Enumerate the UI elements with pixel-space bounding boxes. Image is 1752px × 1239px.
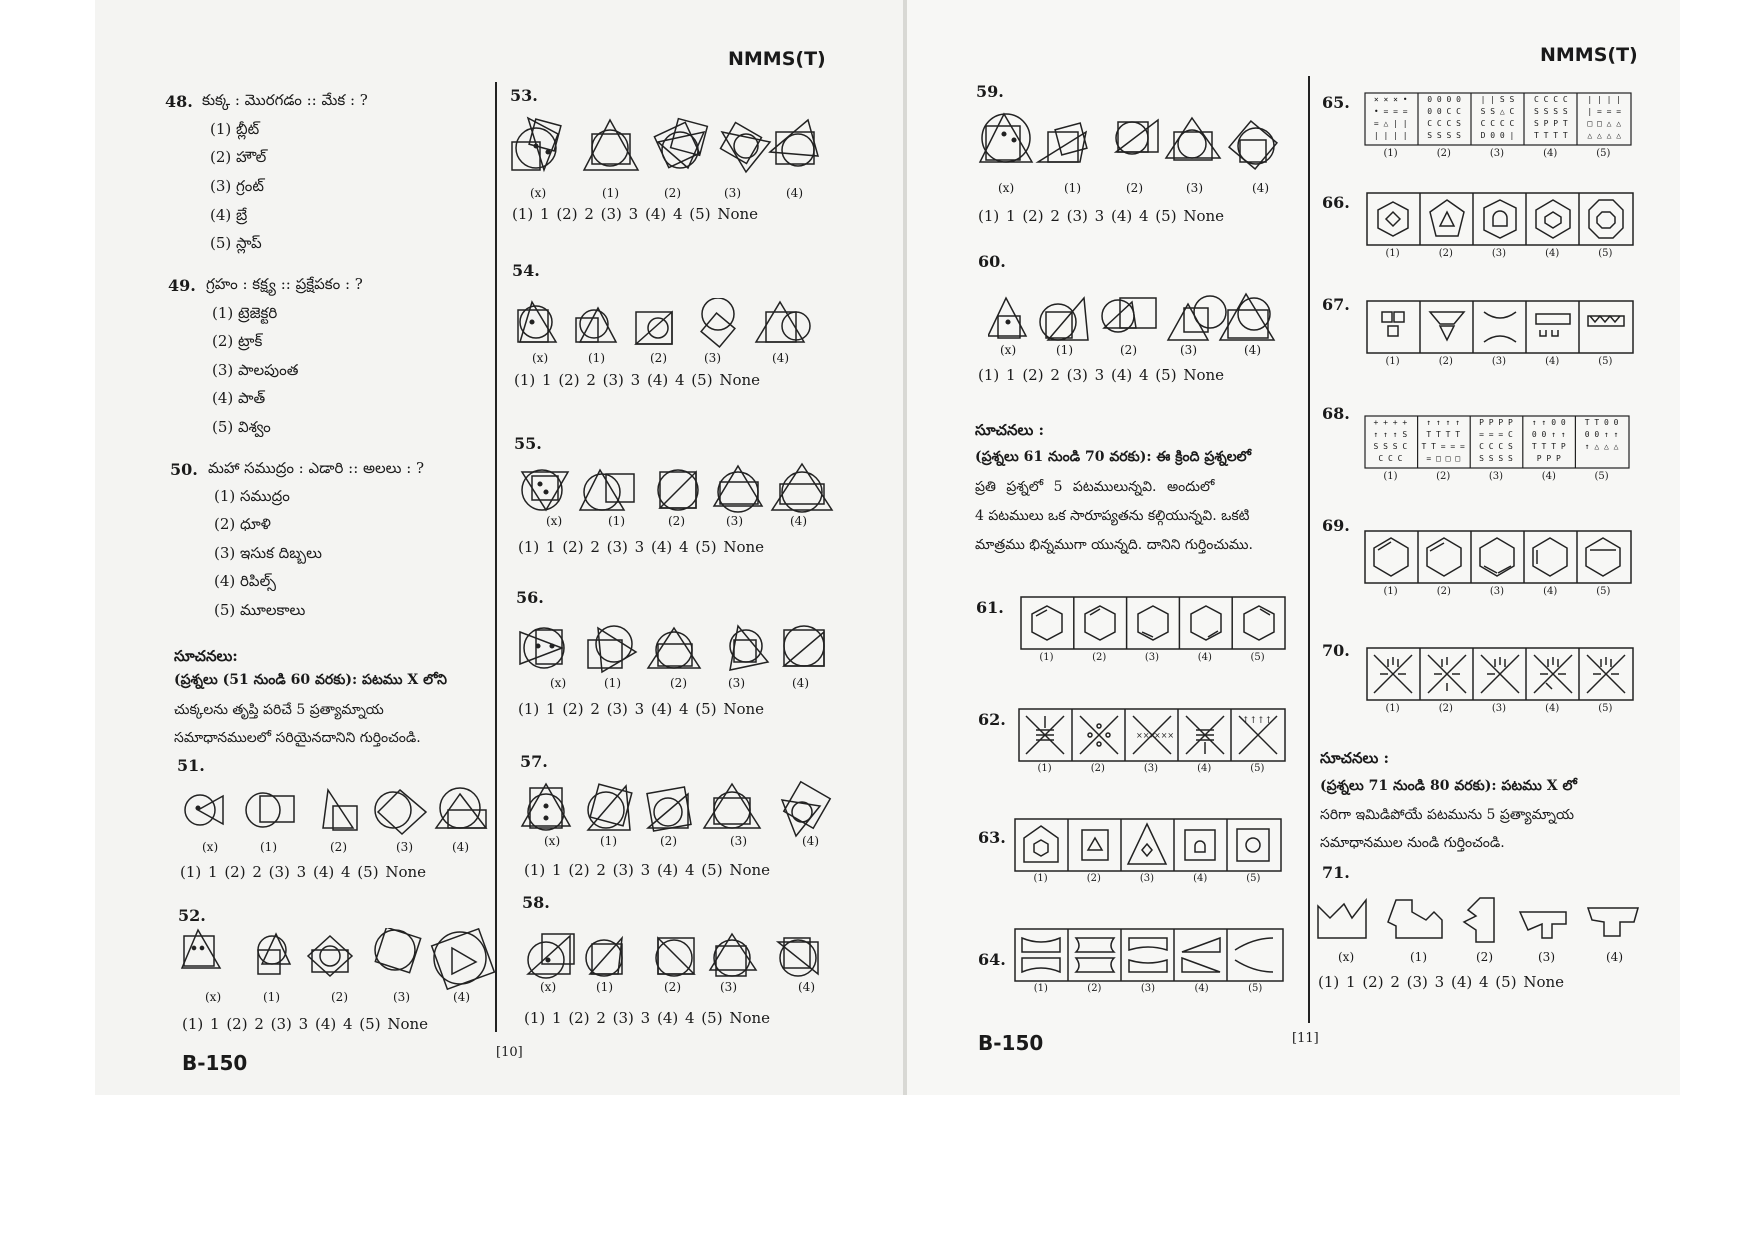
answer-options: (1) 1 (2) 2 (3) 3 (4) 4 (5) None	[524, 1009, 771, 1027]
q52-figures	[180, 928, 500, 996]
right-column-rule	[1308, 76, 1310, 1023]
q51-figures	[178, 782, 498, 842]
option: (1) బ్లీట్	[210, 120, 260, 138]
instructions-line: సమాధానముల నుండి గుర్తించండి.	[1320, 835, 1505, 851]
q66-figures	[1366, 192, 1634, 246]
answer-options: (1) 1 (2) 2 (3) 3 (4) 4 (5) None	[514, 371, 761, 389]
q68-cell-text: + + + + ↑ ↑ ↑ S S S S C C C C ↑ ↑ ↑ ↑ T T T T T T = = = = □ □ □ P P P P = = = C C C C S S S S S ↑ ↑ 0 0 0 0 ↑ ↑ T T T P P P P T T 0 0 0 0 ↑ ↑ ↑ △ △ △	[1373, 418, 1619, 463]
question-text: కుక్క : మొరగడం :: మేక : ?	[202, 91, 368, 109]
page-gutter	[903, 0, 907, 1095]
q71-figures	[1316, 896, 1642, 946]
question-number: 71.	[1322, 863, 1350, 882]
question-text: గ్రహం : కక్ష్య :: ప్రక్షేపకం : ?	[206, 275, 363, 293]
question-number: 63.	[978, 828, 1006, 847]
right-page-code: B-150	[978, 1031, 1044, 1055]
question-number: 48.	[165, 92, 193, 111]
option: (1) సముద్రం	[214, 487, 290, 505]
instructions-line: (ప్రశ్నలు 61 నుండి 70 వరకు): ఈ క్రింది ప్రశ్నలలో	[975, 449, 1252, 465]
option: (5) స్లాప్	[210, 234, 262, 252]
question-number: 64.	[978, 950, 1006, 969]
answer-options: (1) 1 (2) 2 (3) 3 (4) 4 (5) None	[978, 366, 1225, 384]
question-number: 49.	[168, 276, 196, 295]
q56-figures	[518, 622, 838, 674]
q58-figures	[522, 930, 842, 982]
q67-figures	[1366, 300, 1634, 354]
question-text: మహా సముద్రం : ఎడారి :: అలలు : ?	[208, 459, 425, 477]
q57-figures	[520, 780, 840, 840]
q67-box-labels: (1) (2) (3) (4) (5)	[1385, 356, 1613, 367]
q64-box-labels: (1) (2) (3) (4) (5)	[1033, 983, 1263, 994]
option: (3) ఇసుక దిబ్బలు	[214, 544, 322, 562]
question-number: 56.	[516, 588, 544, 607]
instructions-line: సరిగా ఇమిడిపోయే పటమును 5 ప్రత్యామ్నాయ	[1320, 807, 1574, 823]
svg-text:↑↑↑↑: ↑↑↑↑	[1242, 716, 1273, 726]
option: (4) పాత్	[212, 389, 266, 407]
instructions-line: ప్రతి ప్రశ్నలో 5 పటములున్నవి. అందులో	[975, 479, 1215, 495]
question-number: 60.	[978, 252, 1006, 271]
option: (4) బ్రే	[210, 206, 248, 224]
q53-figures	[508, 112, 828, 187]
q70-box-labels: (1) (2) (3) (4) (5)	[1385, 703, 1613, 714]
q59-figures	[976, 112, 1296, 178]
option: (3) పాలపుంత	[212, 361, 299, 379]
answer-options: (1) 1 (2) 2 (3) 3 (4) 4 (5) None	[182, 1015, 429, 1033]
q63-box-labels: (1) (2) (3) (4) (5)	[1033, 873, 1261, 884]
option: (4) రిపిల్స్	[214, 572, 277, 590]
answer-options: (1) 1 (2) 2 (3) 3 (4) 4 (5) None	[1318, 973, 1565, 991]
question-number: 52.	[178, 906, 206, 925]
option: (3) గ్రంట్	[210, 177, 264, 195]
question-number: 57.	[520, 752, 548, 771]
q66-box-labels: (1) (2) (3) (4) (5)	[1385, 248, 1613, 259]
q62-figures	[1018, 708, 1286, 762]
question-number: 69.	[1322, 516, 1350, 535]
question-number: 70.	[1322, 641, 1350, 660]
q60-figures	[988, 292, 1298, 344]
q65-cell-text: × × × • • = = = = △ | | | | | | 0 0 0 0 0 0 C C C C C S S S S S | | S S S S △ C C C C C D 0 0 | C C C C S S S S S P P T T T T T | | | | | = = = □ □ △ △ △ △ △ △	[1373, 95, 1622, 140]
svg-text:×××: ×××	[1136, 731, 1157, 740]
instructions-line: (ప్రశ్నలు 71 నుండి 80 వరకు): పటము X లో	[1320, 778, 1577, 794]
q69-box-labels: (1) (2) (3) (4) (5)	[1383, 586, 1611, 597]
instructions-line: మాత్రము భిన్నముగా యున్నది. దానిని గుర్తించుము.	[975, 537, 1253, 553]
right-page-number: [11]	[1292, 1031, 1319, 1046]
option: (1) ట్రెజెక్టరి	[212, 304, 278, 322]
q61-box-labels: (1) (2) (3) (4) (5)	[1039, 652, 1265, 663]
q63-figures	[1014, 818, 1282, 872]
q64-figures	[1014, 928, 1284, 982]
question-number: 51.	[177, 756, 205, 775]
instructions-line: సమాధానములలో సరియైనదానిని గుర్తించండి.	[174, 730, 421, 746]
question-number: 50.	[170, 460, 198, 479]
answer-options: (1) 1 (2) 2 (3) 3 (4) 4 (5) None	[978, 207, 1225, 225]
answer-options: (1) 1 (2) 2 (3) 3 (4) 4 (5) None	[524, 861, 771, 879]
question-number: 67.	[1322, 295, 1350, 314]
left-column-rule	[495, 82, 497, 1032]
q70-figures	[1366, 647, 1634, 701]
left-header-code: NMMS(T)	[728, 48, 826, 70]
q55-figures	[516, 462, 836, 514]
instructions-line: (ప్రశ్నలు (51 నుండి 60 వరకు): పటము X లోని	[174, 672, 447, 688]
q68-box-labels: (1) (2) (3) (4) (5)	[1383, 471, 1609, 482]
q61-figures	[1020, 596, 1286, 650]
q65-box-labels: (1) (2) (3) (4) (5)	[1383, 148, 1611, 159]
q62-box-labels: (1) (2) (3) (4) (5)	[1037, 763, 1265, 774]
instructions-title: సూచనలు:	[174, 647, 238, 665]
option: (2) ట్రాక్	[212, 332, 263, 350]
question-number: 62.	[978, 710, 1006, 729]
question-number: 54.	[512, 261, 540, 280]
question-number: 61.	[976, 598, 1004, 617]
option: (5) మూలకాలు	[214, 601, 306, 619]
question-number: 53.	[510, 86, 538, 105]
instructions-title: సూచనలు :	[975, 421, 1045, 439]
option: (2) ధూళి	[214, 515, 271, 533]
question-number: 65.	[1322, 93, 1350, 112]
left-page-code: B-150	[182, 1051, 248, 1075]
q69-figures	[1364, 530, 1632, 584]
answer-options: (1) 1 (2) 2 (3) 3 (4) 4 (5) None	[512, 205, 759, 223]
left-page-number: [10]	[496, 1045, 523, 1060]
answer-options: (1) 1 (2) 2 (3) 3 (4) 4 (5) None	[518, 700, 765, 718]
answer-options: (1) 1 (2) 2 (3) 3 (4) 4 (5) None	[518, 538, 765, 556]
instructions-line: చుక్కలను తృప్తి పరిచే 5 ప్రత్యామ్నాయ	[174, 702, 384, 718]
instructions-line: 4 పటములు ఒక సారూప్యతను కల్గియున్నవి. ఒకటి	[975, 508, 1250, 524]
right-header-code: NMMS(T)	[1540, 44, 1638, 66]
question-number: 59.	[976, 82, 1004, 101]
q54-figures	[512, 298, 832, 356]
question-number: 55.	[514, 434, 542, 453]
question-number: 66.	[1322, 193, 1350, 212]
answer-options: (1) 1 (2) 2 (3) 3 (4) 4 (5) None	[180, 863, 427, 881]
svg-text:×××: ×××	[1154, 731, 1175, 740]
instructions-title: సూచనలు :	[1320, 749, 1390, 767]
question-number: 58.	[522, 893, 550, 912]
question-number: 68.	[1322, 404, 1350, 423]
option: (2) హౌల్	[210, 148, 267, 166]
option: (5) విశ్వం	[212, 418, 271, 436]
